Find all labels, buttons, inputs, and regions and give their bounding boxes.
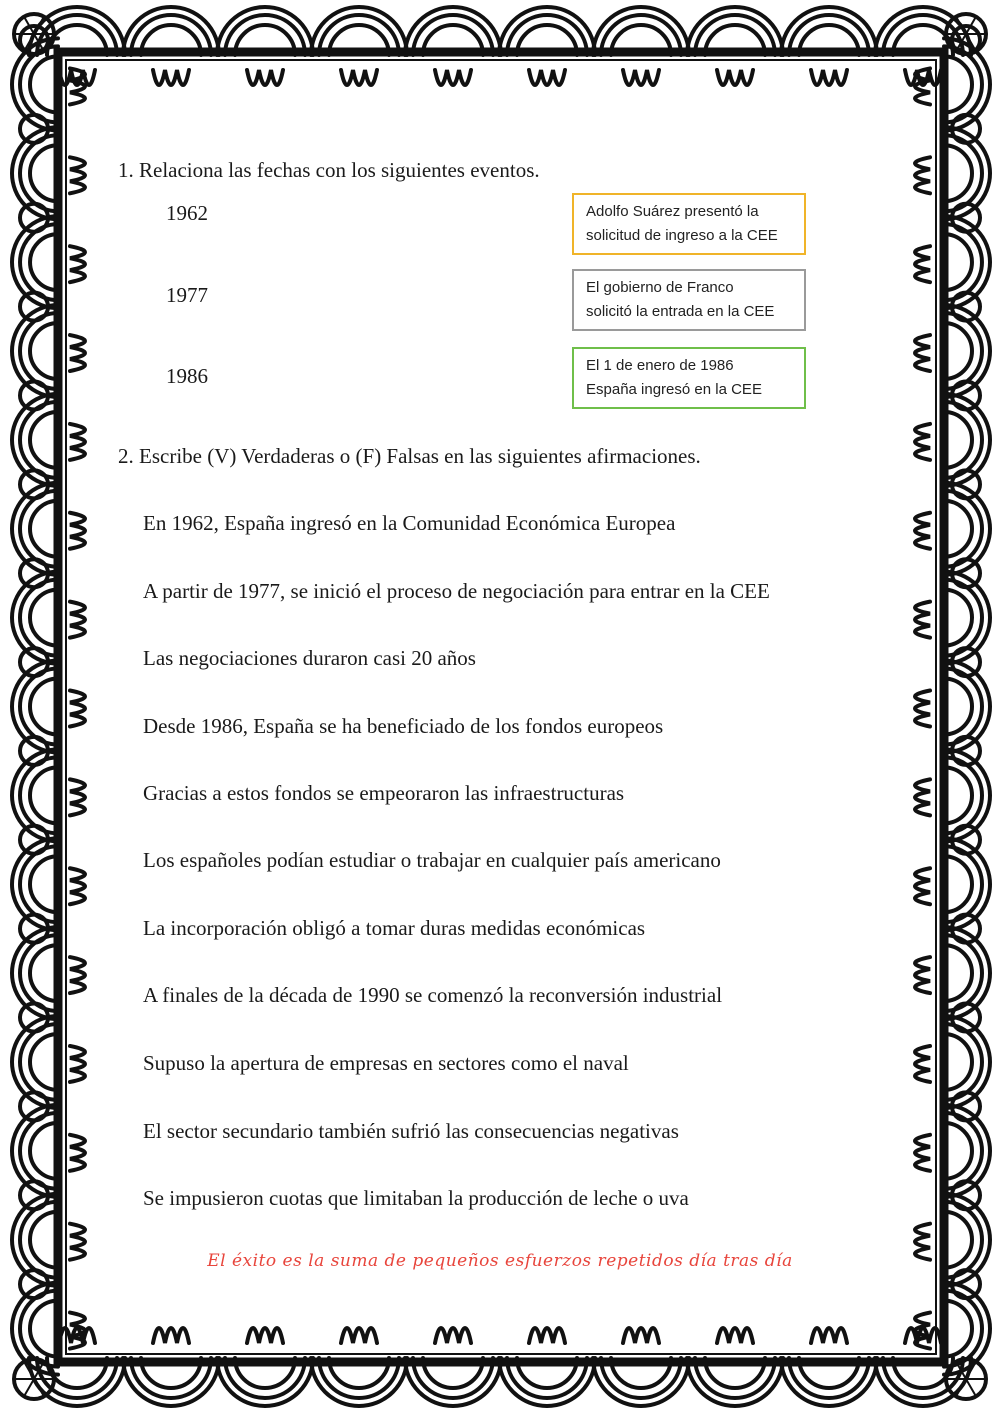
motto-footer: El éxito es la suma de pequeños esfuerzos repetidos día tras día	[207, 1251, 793, 1271]
statement-item[interactable]: Los españoles podían estudiar o trabajar en cualquier país americano	[143, 848, 721, 872]
question-2-title: 2. Escribe (V) Verdaderas o (F) Falsas en las siguientes afirmaciones.	[118, 444, 701, 468]
event-box-1986[interactable]	[572, 347, 806, 409]
statement-item[interactable]: A finales de la década de 1990 se comenzó la reconversión industrial	[143, 983, 723, 1007]
year-1977[interactable]: 1977	[166, 283, 208, 307]
year-1986[interactable]: 1986	[166, 364, 208, 388]
event-box-suarez[interactable]	[572, 193, 806, 255]
statement-item[interactable]: El sector secundario también sufrió las consecuencias negativas	[143, 1119, 679, 1143]
statement-item[interactable]: Desde 1986, España se ha beneficiado de los fondos europeos	[143, 714, 664, 738]
year-1962[interactable]: 1962	[166, 201, 208, 225]
event-text: solicitud de ingreso a la CEE	[586, 227, 778, 244]
event-box-franco[interactable]	[572, 269, 806, 331]
statement-item[interactable]: Gracias a estos fondos se empeoraron las infraestructuras	[143, 781, 625, 805]
statement-item[interactable]: Se impusieron cuotas que limitaban la producción de leche o uva	[143, 1186, 689, 1210]
event-text: El gobierno de Franco	[586, 279, 734, 296]
event-text: Adolfo Suárez presentó la	[586, 203, 759, 220]
statement-item[interactable]: La incorporación obligó a tomar duras medidas económicas	[143, 916, 646, 940]
statement-item[interactable]: A partir de 1977, se inició el proceso de negociación para entrar en la CEE	[143, 579, 770, 603]
event-text: solicitó la entrada en la CEE	[586, 303, 775, 320]
question-1-title: 1. Relaciona las fechas con los siguientes eventos.	[118, 158, 540, 182]
statement-item[interactable]: Supuso la apertura de empresas en sectores como el naval	[143, 1051, 629, 1075]
statement-item[interactable]: Las negociaciones duraron casi 20 años	[143, 646, 476, 670]
statement-item[interactable]: En 1962, España ingresó en la Comunidad Económica Europea	[143, 511, 676, 535]
event-text: España ingresó en la CEE	[586, 381, 762, 398]
event-text: El 1 de enero de 1986	[586, 357, 734, 374]
